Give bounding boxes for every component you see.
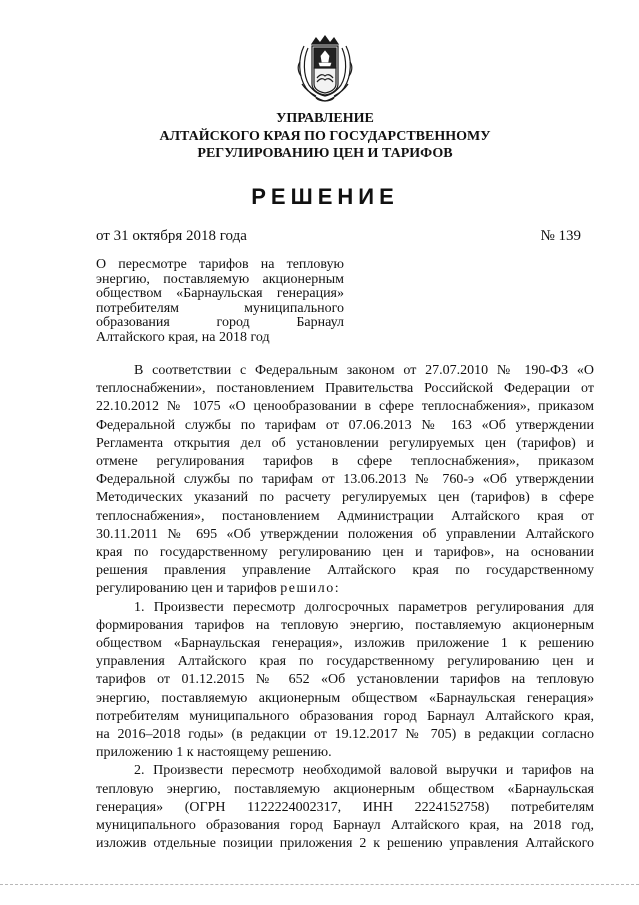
document-body xyxy=(96,362,594,853)
subject-line: обществом «Барнаульская генерация» xyxy=(96,286,344,302)
subject-line: образования город Барнаул xyxy=(96,315,344,331)
page-bottom-edge xyxy=(0,884,639,885)
body-line: Методических указаний по расчету регулируемых цен (тарифов) в сфере xyxy=(96,490,594,506)
subject-line: потребителям муниципального xyxy=(96,300,344,316)
agency-line-1: УПРАВЛЕНИЕ xyxy=(276,111,374,126)
document-date: от 31 октября 2018 года xyxy=(96,228,247,244)
clause-1-paragraph xyxy=(96,599,594,763)
body-line: 1. Произвести пересмотр долгосрочных параметров регулирования для xyxy=(134,599,594,615)
body-line: В соответствии с Федеральным законом от 27.07.2010 № 190-ФЗ «О xyxy=(134,363,594,378)
body-line: Регламента открытия дел об установлении регулируемых цен (тарифов) и xyxy=(96,435,594,451)
body-line: на 2016–2018 годы» (в редакции от 19.12.2017 № 705) в редакции согласно xyxy=(96,727,594,743)
body-line: теплоснабжении», постановлением Правительства Российской Федерации от xyxy=(96,381,594,397)
decision-lead: регулированию цен и тарифов xyxy=(96,581,281,597)
body-line: решения правления управление Алтайского края по государственному xyxy=(96,563,594,579)
agency-name xyxy=(80,110,570,163)
body-line: отмене регулирования тарифов в сфере теплоснабжения», приказом xyxy=(96,454,594,470)
body-line: потребителям муниципального образования город Барнаул Алтайского края, xyxy=(96,708,594,724)
body-line: формирования тарифов на тепловую энергию, поставляемую акционерным xyxy=(96,617,594,633)
body-line: 22.10.2012 № 1075 «О ценообразовании в сфере теплоснабжения», приказом xyxy=(96,399,594,415)
body-line: Федеральной службы по тарифам от 07.06.2013 № 163 «Об утверждении xyxy=(96,417,594,433)
body-line: Федеральной службы по тарифам от 13.06.2013 № 760-э «Об утверждении xyxy=(96,472,594,488)
agency-line-2: АЛТАЙСКОГО КРАЯ ПО ГОСУДАРСТВЕННОМУ xyxy=(159,128,491,144)
body-line: муниципального образования город Барнаул Алтайского края, на 2018 год, xyxy=(96,818,594,834)
document-subject xyxy=(96,258,344,346)
body-line: тарифов от 01.12.2015 № 652 «Об установлении тарифов на тепловую xyxy=(96,672,594,688)
document-title: РЕШЕНИЕ xyxy=(251,184,399,209)
document-number: № 139 xyxy=(540,228,581,244)
preamble-paragraph xyxy=(96,362,594,599)
decision-colon: : xyxy=(334,581,339,597)
subject-line: Алтайского края, на 2018 год xyxy=(96,329,270,345)
body-line: теплоснабжения», постановлением Администрации Алтайского края от xyxy=(96,508,594,524)
agency-line-3: РЕГУЛИРОВАНИЮ ЦЕН И ТАРИФОВ xyxy=(197,146,453,161)
clause-2-paragraph xyxy=(96,762,594,853)
body-line: обществом «Барнаульская генерация», изложив приложение 1 к решению xyxy=(96,636,594,652)
body-line: 2. Произвести пересмотр необходимой валовой выручки и тарифов на xyxy=(134,763,594,779)
body-line-decision xyxy=(96,580,594,598)
subject-line: энергию, поставляемую акционерным xyxy=(96,271,344,287)
body-line: приложению 1 к настоящему решению. xyxy=(96,745,332,761)
body-line: 30.11.2011 № 695 «Об утверждении положения об управлении Алтайского xyxy=(96,526,594,542)
body-line: генерация» (ОГРН 1122224002317, ИНН 2224152758) потребителям xyxy=(96,799,594,815)
coat-of-arms-emblem xyxy=(292,32,358,104)
body-line: энергию, поставляемую акционерным обществом «Барнаульская генерация» xyxy=(96,690,594,706)
decision-word: решило xyxy=(280,581,335,597)
body-line: края по государственному регулированию цен и тарифов», на основании xyxy=(96,545,594,561)
subject-line: О пересмотре тарифов на тепловую xyxy=(96,257,344,272)
body-line: тепловую энергию, поставляемую акционерным обществом «Барнаульская xyxy=(96,781,594,797)
body-line: управления Алтайского края по государственному регулированию цен и xyxy=(96,654,594,670)
body-line: изложив отдельные позиции приложения 2 к решению управления Алтайского xyxy=(96,836,594,852)
